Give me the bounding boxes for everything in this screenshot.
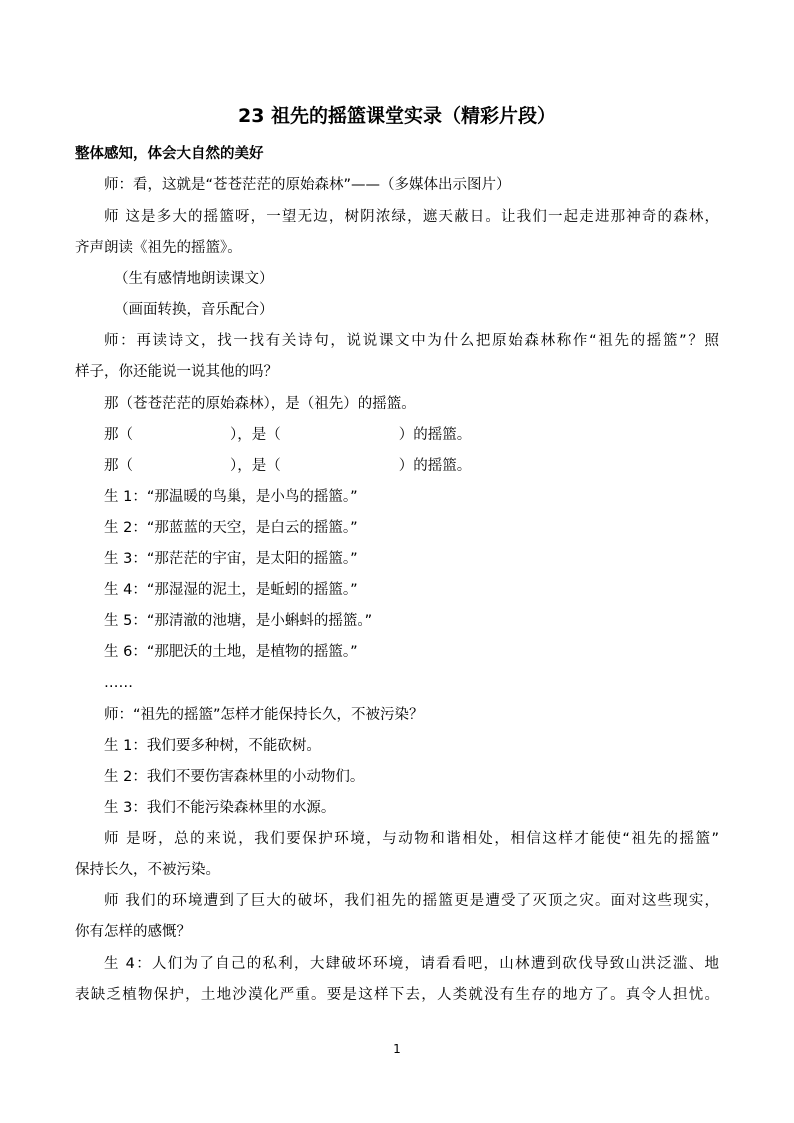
paragraph-line: 师 我们的环境遭到了巨大的破坏，我们祖先的摇篮更是遭受了灭顶之灾。面对这些现实， — [104, 893, 719, 909]
paragraph-line: 保持长久，不被污染。 — [75, 862, 220, 878]
paragraph-line: 师 是呀，总的来说，我们要保护环境，与动物和谐相处，相信这样才能使“祖先的摇篮” — [104, 831, 719, 847]
document-title: 23 祖先的摇篮课堂实录（精彩片段） — [237, 105, 557, 127]
paragraph-line: 齐声朗读《祖先的摇篮》。 — [75, 240, 242, 256]
blank-prefix: 那（ — [104, 458, 133, 474]
student-answer-line: 生 3：我们不能污染森林里的水源。 — [104, 800, 336, 816]
student-answer-line: 生 3：“那茫茫的宇宙，是太阳的摇篮。” — [104, 551, 358, 567]
fill-in-blank-line — [104, 423, 471, 447]
paragraph-line: 师：再读诗文，找一找有关诗句，说说课文中为什么把原始森林称作“祖先的摇篮”？照 — [104, 333, 719, 349]
student-answer-line: 生 1：“那温暖的鸟巢，是小鸟的摇篮。” — [104, 489, 358, 505]
page-number: 1 — [393, 1042, 401, 1056]
blank-suffix: ）的摇篮。 — [398, 427, 472, 443]
paragraph-line: 师：看，这就是“苍苍茫茫的原始森林”——（多媒体出示图片） — [104, 177, 511, 193]
fill-in-blank-line — [104, 454, 471, 478]
paragraph-line: 那（苍苍茫茫的原始森林），是（祖先）的摇篮。 — [104, 396, 416, 412]
blank-middle: ），是（ — [230, 427, 281, 443]
student-answer-line: 生 4：“那湿湿的泥土，是蚯蚓的摇篮。” — [104, 582, 358, 598]
ellipsis-line: …… — [104, 675, 133, 691]
paragraph-line: （生有感情地朗读课文） — [114, 271, 274, 287]
section-heading: 整体感知，体会大自然的美好 — [75, 146, 264, 162]
paragraph-line: 表缺乏植物保护，土地沙漠化严重。要是这样下去，人类就没有生存的地方了。真令人担忧。 — [75, 987, 719, 1003]
student-answer-line: 生 1：我们要多种树，不能砍树。 — [104, 738, 321, 754]
blank-prefix: 那（ — [104, 427, 133, 443]
blank-suffix: ）的摇篮。 — [398, 458, 472, 474]
paragraph-line: 样子，你还能说一说其他的吗？ — [75, 364, 278, 380]
paragraph-line: （画面转换，音乐配合） — [114, 302, 274, 318]
student-answer-line: 生 2：我们不要伤害森林里的小动物们。 — [104, 769, 365, 785]
paragraph-line: 生 4：人们为了自己的私利，大肆破坏环境，请看看吧，山林遭到砍伐导致山洪泛滥、地 — [104, 956, 719, 972]
student-answer-line: 生 5：“那清澈的池塘，是小蝌蚪的摇篮。” — [104, 613, 373, 629]
paragraph-line: 师 这是多大的摇篮呀，一望无边，树阴浓绿，遮天蔽日。让我们一起走进那神奇的森林， — [104, 209, 719, 225]
paragraph-line: 你有怎样的感慨？ — [75, 924, 191, 940]
student-answer-line: 生 6：“那肥沃的土地，是植物的摇篮。” — [104, 644, 358, 660]
paragraph-line: 师：“祖先的摇篮”怎样才能保持长久，不被污染？ — [104, 707, 424, 723]
blank-middle: ），是（ — [230, 458, 281, 474]
student-answer-line: 生 2：“那蓝蓝的天空，是白云的摇篮。” — [104, 520, 358, 536]
